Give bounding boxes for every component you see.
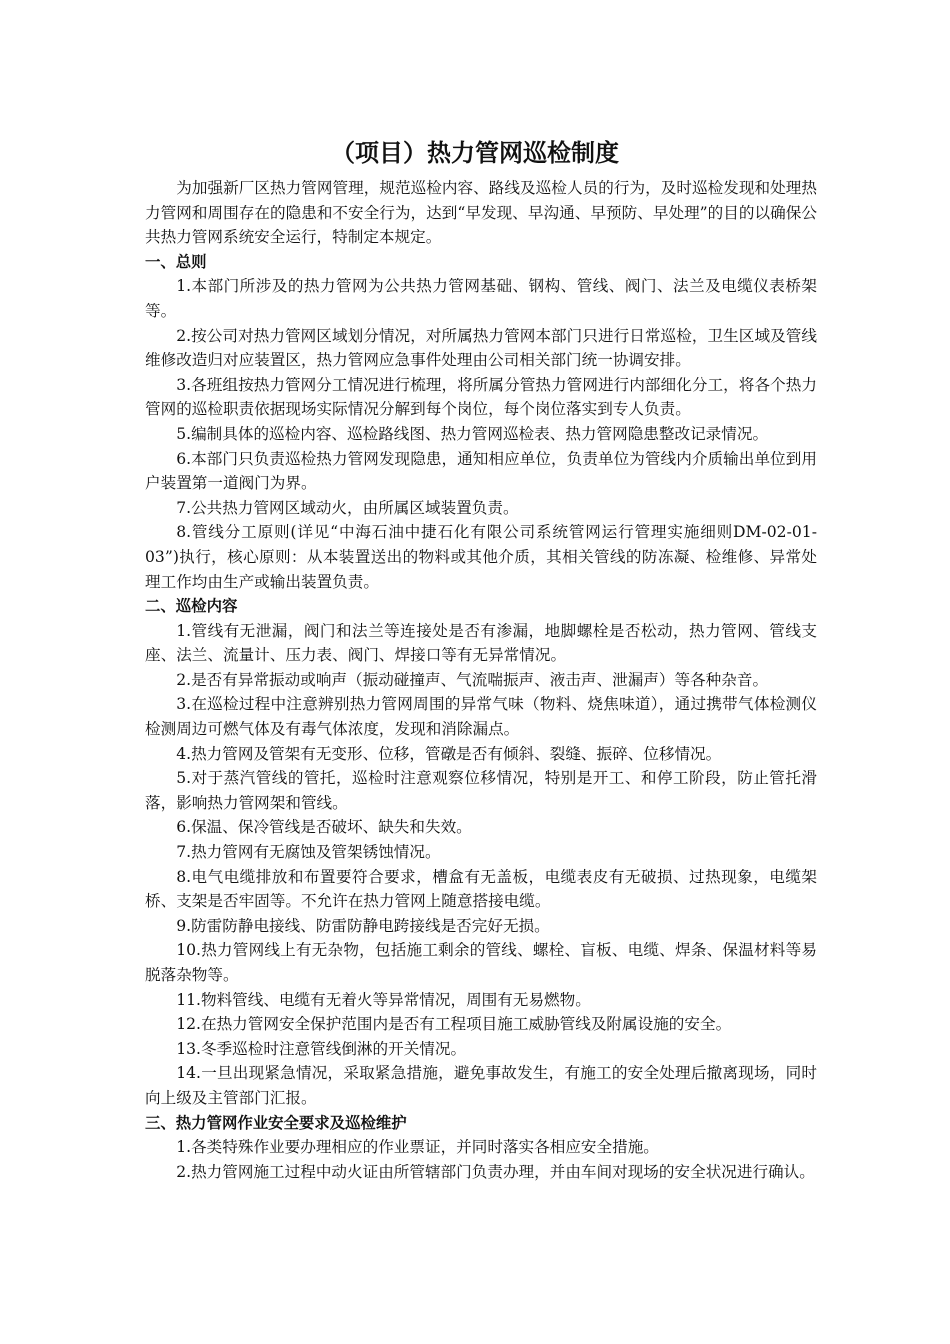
list-item: 2.是否有异常振动或响声（振动碰撞声、气流喘振声、液击声、泄漏声）等各种杂音。 [176, 670, 769, 689]
list-item: 9.防雷防静电接线、防雷防静电跨接线是否完好无损。 [176, 916, 550, 935]
list-item: 1.本部门所涉及的热力管网为公共热力管网基础、钢构、管线、阀门、法兰及电缆仪表桥架等。 [145, 277, 817, 320]
document-body [145, 176, 817, 1184]
list-item: 7.热力管网有无腐蚀及管架锈蚀情况。 [176, 843, 441, 862]
list-item: 13.冬季巡检时注意管线倒淋的开关情况。 [176, 1039, 467, 1058]
list-item: 12.在热力管网安全保护范围内是否有工程项目施工威胁管线及附属设施的安全。 [176, 1015, 732, 1034]
list-item: 6.本部门只负责巡检热力管网发现隐患，通知相应单位，负责单位为管线内介质输出单位到用户装置第一道阀门为界。 [145, 449, 817, 493]
intro-paragraph: 为加强新厂区热力管网管理，规范巡检内容、路线及巡检人员的行为，及时巡检发现和处理热力管网和周围存在的隐患和不安全行为，达到“早发现、早沟通、早预防、早处理”的目的以确保公共热力管网系统安全运行，特制定本规定。 [145, 179, 817, 247]
list-item: 1.各类特殊作业要办理相应的作业票证，并同时落实各相应安全措施。 [176, 1138, 659, 1157]
list-item: 11.物料管线、电缆有无着火等异常情况，周围有无易燃物。 [176, 990, 591, 1009]
list-item: 5.对于蒸汽管线的管托，巡检时注意观察位移情况，特别是开工、和停工阶段，防止管托滑落，影响热力管网架和管线。 [145, 769, 817, 812]
list-item: 3.各班组按热力管网分工情况进行梳理，将所属分管热力管网进行内部细化分工，将各个热力管网的巡检职责依据现场实际情况分解到每个岗位，每个岗位落实到专人负责。 [145, 375, 817, 419]
list-item: 8.电气电缆排放和布置要符合要求，槽盒有无盖板，电缆表皮有无破损、过热现象，电缆架桥、支架是否牢固等。不允许在热力管网上随意搭接电缆。 [145, 867, 817, 911]
list-item: 14.一旦出现紧急情况，采取紧急措施，避免事故发生，有施工的安全处理后撤离现场，同时向上级及主管部门汇报。 [145, 1064, 817, 1107]
document-title: （项目）热力管网巡检制度 [331, 139, 619, 167]
list-item: 8.管线分工原则(详见“中海石油中捷石化有限公司系统管网运行管理实施细则DM-02-01-03”)执行，核心原则：从本装置送出的物料或其他介质，其相关管线的防冻凝、检维修、异常处理工作均由生产或输出装置负责。 [145, 523, 817, 591]
list-item: 5.编制具体的巡检内容、巡检路线图、热力管网巡检表、热力管网隐患整改记录情况。 [176, 424, 769, 443]
section-heading-safety: 三、热力管网作业安全要求及巡检维护 [145, 1113, 407, 1132]
section-heading-inspection: 二、巡检内容 [145, 597, 238, 616]
list-item: 2.按公司对热力管网区域划分情况，对所属热力管网本部门只进行日常巡检，卫生区域及管线维修改造归对应装置区，热力管网应急事件处理由公司相关部门统一协调安排。 [145, 326, 817, 370]
list-item: 4.热力管网及管架有无变形、位移，管礅是否有倾斜、裂缝、振碎、位移情况。 [176, 744, 722, 763]
section-heading-general: 一、总则 [145, 252, 207, 271]
list-item: 10.热力管网线上有无杂物，包括施工剩余的管线、螺栓、盲板、电缆、焊条、保温材料等易脱落杂物等。 [145, 941, 817, 984]
list-item: 1.管线有无泄漏，阀门和法兰等连接处是否有渗漏，地脚螺栓是否松动，热力管网、管线支座、法兰、流量计、压力表、阀门、焊接口等有无异常情况。 [145, 621, 817, 665]
list-item: 6.保温、保冷管线是否破坏、缺失和失效。 [176, 818, 472, 837]
list-item: 7.公共热力管网区域动火，由所属区域装置负责。 [176, 498, 519, 517]
list-item: 2.热力管网施工过程中动火证由所管辖部门负责办理，并由车间对现场的安全状况进行确认。 [176, 1162, 815, 1181]
list-item: 3.在巡检过程中注意辨别热力管网周围的异常气味（物料、烧焦味道），通过携带气体检测仪检测周边可燃气体及有毒气体浓度，发现和消除漏点。 [145, 695, 817, 739]
